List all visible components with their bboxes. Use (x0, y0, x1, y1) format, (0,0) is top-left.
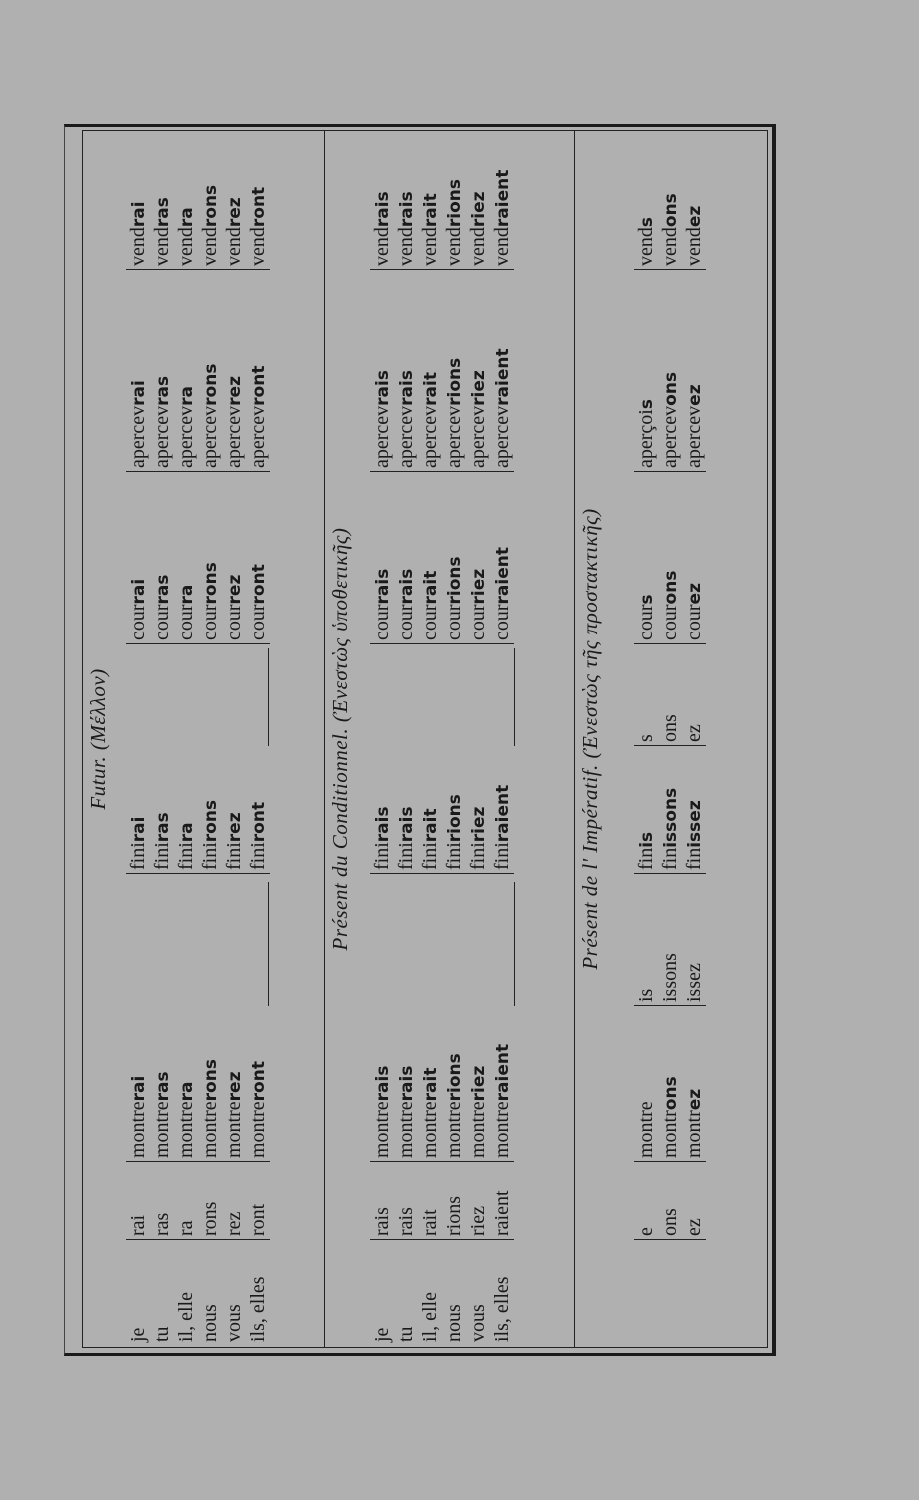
verb-stem: fini (467, 842, 489, 870)
verb-form (370, 348, 394, 468)
cell: nous (443, 1304, 465, 1342)
verb-form (246, 364, 270, 468)
verb-form (442, 1044, 466, 1158)
verb-ending: ront (249, 186, 269, 228)
verb-form (198, 1059, 222, 1158)
verb-ending: ons (661, 193, 681, 228)
verb-stem: vend (395, 227, 417, 266)
verb-stem: apercev (659, 405, 681, 468)
verb-stem: apercev (683, 405, 705, 468)
verb-form (682, 1076, 706, 1158)
verb-stem: apercev (247, 405, 269, 468)
verb-stem: apercev (443, 405, 465, 468)
verb-ending: rions (445, 794, 465, 843)
verb-ending: rons (201, 363, 221, 406)
verb-stem: vend (199, 227, 221, 266)
verb-form (466, 547, 490, 640)
cell: rons (199, 1201, 221, 1236)
imperatif-title: Présent de l' Impératif. (Ἐνεστὼς τῆς προστακτικῆς) (578, 508, 602, 970)
cell: ras (151, 1212, 173, 1236)
verb-ending: s (637, 216, 657, 228)
verb-stem: fin (683, 847, 705, 870)
verb-form (394, 1044, 418, 1158)
verb-stem: cour (395, 604, 417, 640)
verb-form (490, 785, 514, 870)
verb-ending: raient (493, 348, 513, 406)
verb-ending: ra (177, 584, 197, 605)
verb-ending: rais (397, 568, 417, 605)
conditionnel-apercevoir (370, 348, 514, 472)
imperatif-endings-ir (634, 953, 706, 1006)
verb-stem: apercev (223, 405, 245, 468)
verb-form (418, 348, 442, 468)
cell: ons (659, 1208, 681, 1236)
verb-stem: fini (199, 842, 221, 870)
futur-montrer (126, 1059, 270, 1162)
verb-ending: rons (201, 562, 221, 605)
futur-apercevoir (126, 364, 270, 472)
verb-form (198, 185, 222, 266)
verb-ending: rions (445, 178, 465, 228)
futur-section (82, 130, 282, 1348)
verb-stem: montre (223, 1101, 245, 1158)
verb-form (126, 185, 150, 266)
verb-form (634, 788, 658, 870)
verb-stem: aperçoi (635, 409, 657, 468)
cell: ez (683, 724, 705, 742)
verb-ending: rais (373, 568, 393, 605)
cell: rais (395, 1207, 417, 1236)
verb-form (394, 547, 418, 640)
verb-stem: cour (223, 604, 245, 640)
cell: s (635, 734, 657, 742)
imperatif-montrer (634, 1076, 706, 1162)
cell: ils, elles (247, 1276, 269, 1342)
verb-form (466, 1044, 490, 1158)
verb-form (682, 571, 706, 640)
verb-stem: apercev (491, 405, 513, 468)
verb-ending: ez (685, 1088, 705, 1111)
verb-ending: ons (661, 570, 681, 605)
verb-ending: ez (685, 384, 705, 406)
verb-form (682, 193, 706, 266)
verb-stem: vend (247, 227, 269, 266)
verb-form (246, 562, 270, 640)
imperatif-vendre (634, 193, 706, 270)
cell: raient (491, 1190, 513, 1236)
verb-ending: is (637, 831, 657, 848)
verb-form (418, 547, 442, 640)
verb-form (442, 547, 466, 640)
verb-form (126, 1059, 150, 1158)
verb-form (198, 364, 222, 468)
imperatif-endings-re (634, 714, 706, 746)
verb-stem: cour (443, 604, 465, 640)
verb-ending: ront (249, 1061, 269, 1102)
futur-courir (126, 562, 270, 644)
verb-stem: vend (683, 227, 705, 266)
verb-ending: ront (249, 564, 269, 605)
cell: issez (683, 963, 705, 1002)
verb-ending: rait (421, 808, 441, 843)
verb-stem: apercev (395, 405, 417, 468)
verb-form (222, 562, 246, 640)
verb-stem: vend (419, 227, 441, 266)
cell: e (635, 1227, 657, 1236)
verb-ending: s (637, 594, 657, 605)
verb-stem: montre (395, 1101, 417, 1158)
cell: issons (659, 953, 681, 1002)
verb-ending: ras (153, 375, 173, 406)
verb-ending: rai (129, 1075, 149, 1102)
verb-ending: rais (397, 370, 417, 406)
verb-form (394, 785, 418, 870)
verb-form (466, 785, 490, 870)
verb-stem: cour (199, 604, 221, 640)
verb-stem: vend (371, 227, 393, 266)
verb-stem: fin (635, 847, 657, 870)
verb-form (370, 1044, 394, 1158)
verb-form (442, 348, 466, 468)
futur-endings (126, 1202, 270, 1240)
verb-form (126, 364, 150, 468)
verb-ending: s (637, 399, 657, 410)
verb-ending: rait (421, 570, 441, 605)
verb-ending: rons (201, 1059, 221, 1102)
verb-form (490, 1044, 514, 1158)
cell: je (371, 1327, 393, 1342)
verb-stem: cour (635, 604, 657, 640)
verb-form (126, 562, 150, 640)
imperatif-apercevoir (634, 372, 706, 472)
verb-stem: cour (247, 604, 269, 640)
verb-ending: rais (373, 370, 393, 406)
verb-stem: montre (371, 1101, 393, 1158)
verb-form (442, 785, 466, 870)
verb-ending: rai (129, 201, 149, 228)
verb-stem: vend (635, 227, 657, 266)
verb-ending: ront (249, 801, 269, 843)
conditionnel-vendre (370, 170, 514, 270)
verb-form (198, 800, 222, 870)
cell: ons (659, 714, 681, 742)
cell: il, elle (175, 1292, 197, 1342)
verb-stem: vend (491, 227, 513, 266)
verb-form (442, 170, 466, 266)
verb-stem: cour (467, 604, 489, 640)
verb-form (490, 547, 514, 640)
cell: rai (127, 1214, 149, 1236)
verb-form (174, 185, 198, 266)
cell: is (635, 988, 657, 1002)
verb-form (370, 785, 394, 870)
verb-form (174, 562, 198, 640)
cell: tu (395, 1326, 417, 1342)
verb-form (222, 185, 246, 266)
verb-form (150, 364, 174, 468)
verb-stem: montre (467, 1101, 489, 1158)
conjugation-table (82, 130, 768, 1348)
futur-finir (126, 800, 270, 874)
verb-form (174, 364, 198, 468)
verb-stem: montre (491, 1101, 513, 1158)
verb-form (466, 348, 490, 468)
verb-form (150, 800, 174, 870)
verb-stem: apercev (199, 405, 221, 468)
verb-ending: rais (397, 191, 417, 228)
futur-title: Futur. (Μέλλον) (86, 668, 110, 810)
verb-form (658, 193, 682, 266)
verb-stem: fini (247, 842, 269, 870)
verb-stem: apercev (151, 405, 173, 468)
verb-form (174, 1059, 198, 1158)
imperatif-finir (634, 788, 706, 874)
verb-form (222, 800, 246, 870)
verb-form (394, 170, 418, 266)
verb-ending: rions (445, 556, 465, 605)
conditionnel-title: Présent du Conditionnel. (Ἐνεστὼς ὑποθετικῆς) (328, 527, 352, 951)
verb-ending: rais (373, 191, 393, 228)
verb-stem: apercev (419, 405, 441, 468)
verb-ending: rions (445, 357, 465, 406)
verb-stem: cour (491, 604, 513, 640)
verb-ending: riez (469, 191, 489, 228)
verb-ending: ras (153, 1071, 173, 1102)
verb-ending: rais (373, 806, 393, 843)
verb-stem: vend (443, 227, 465, 266)
verb-form (150, 185, 174, 266)
verb-stem: vend (223, 227, 245, 266)
cell: ils, elles (491, 1276, 513, 1342)
verb-form (682, 788, 706, 870)
verb-stem: fini (395, 842, 417, 870)
verb-stem: fini (175, 842, 197, 870)
verb-ending: raient (493, 1043, 513, 1102)
verb-form (222, 364, 246, 468)
verb-stem: cour (127, 604, 149, 640)
cell: rez (223, 1211, 245, 1236)
verb-ending: rai (129, 380, 149, 406)
cell: rions (443, 1196, 465, 1236)
cell: riez (467, 1206, 489, 1236)
verb-ending: rez (225, 812, 245, 843)
verb-ending: rait (421, 1067, 441, 1102)
verb-form (394, 348, 418, 468)
verb-stem: fini (127, 842, 149, 870)
verb-stem: apercev (127, 405, 149, 468)
verb-ending: ras (153, 812, 173, 843)
verb-ending: rait (421, 372, 441, 406)
verb-ending: raient (493, 169, 513, 228)
verb-stem: fini (151, 842, 173, 870)
verb-ending: rez (225, 197, 245, 228)
verb-stem: apercev (467, 405, 489, 468)
verb-stem: vend (175, 227, 197, 266)
conditionnel-finir (370, 785, 514, 874)
verb-stem: montre (247, 1101, 269, 1158)
imperatif-courir (634, 571, 706, 644)
verb-ending: rions (445, 1053, 465, 1102)
verb-form (222, 1059, 246, 1158)
conditionnel-endings (370, 1190, 514, 1240)
verb-stem: cour (371, 604, 393, 640)
verb-stem: cour (659, 604, 681, 640)
verb-ending: rez (225, 376, 245, 406)
verb-form (370, 170, 394, 266)
verb-form (174, 800, 198, 870)
verb-form (126, 800, 150, 870)
futur-blank-re (268, 648, 269, 746)
verb-ending: rez (225, 574, 245, 605)
verb-stem: montre (443, 1101, 465, 1158)
conditionnel-courir (370, 547, 514, 644)
verb-ending: ront (249, 365, 269, 406)
cell: nous (199, 1304, 221, 1342)
verb-stem: montr (659, 1110, 681, 1158)
verb-ending: rai (129, 816, 149, 843)
verb-form (682, 372, 706, 468)
conditionnel-blank-re (514, 648, 515, 746)
verb-form (658, 1076, 682, 1158)
imperatif-section (574, 130, 768, 1348)
verb-ending: raient (493, 547, 513, 605)
verb-ending: raient (493, 784, 513, 843)
verb-stem: cour (175, 604, 197, 640)
verb-stem: cour (151, 604, 173, 640)
verb-ending: rais (397, 1065, 417, 1102)
conditionnel-blank-ir (514, 882, 515, 1006)
verb-stem: cour (419, 604, 441, 640)
verb-stem: montre (175, 1101, 197, 1158)
verb-stem: vend (659, 227, 681, 266)
verb-ending: rons (201, 799, 221, 843)
verb-form (150, 1059, 174, 1158)
cell: ra (175, 1220, 197, 1236)
verb-ending: ra (177, 207, 197, 228)
conditionnel-montrer (370, 1044, 514, 1162)
verb-form (150, 562, 174, 640)
verb-ending: rais (373, 1065, 393, 1102)
conditionnel-pronouns (370, 1276, 514, 1342)
verb-form (658, 372, 682, 468)
verb-ending: rait (421, 193, 441, 228)
verb-ending: rons (201, 184, 221, 228)
verb-ending: ras (153, 197, 173, 228)
verb-form (418, 1044, 442, 1158)
verb-ending: riez (469, 568, 489, 605)
verb-stem: fini (491, 842, 513, 870)
verb-ending: ra (177, 1081, 197, 1102)
verb-stem: montre (127, 1101, 149, 1158)
verb-ending: ez (685, 205, 705, 228)
verb-stem: montre (199, 1101, 221, 1158)
cell: je (127, 1327, 149, 1342)
verb-ending: ra (177, 822, 197, 843)
futur-blank-ir (268, 882, 269, 1006)
verb-ending: riez (469, 1065, 489, 1102)
verb-ending: ez (685, 583, 705, 605)
cell: ez (683, 1218, 705, 1236)
verb-stem: montre (419, 1101, 441, 1158)
verb-form (370, 547, 394, 640)
cell: vous (223, 1304, 245, 1342)
verb-stem: fini (223, 842, 245, 870)
imperatif-endings-er (634, 1208, 706, 1240)
verb-form (634, 193, 658, 266)
verb-ending: riez (469, 806, 489, 843)
futur-vendre (126, 185, 270, 270)
verb-ending: issons (661, 787, 681, 848)
verb-form (246, 185, 270, 266)
verb-stem: montre (151, 1101, 173, 1158)
verb-form (634, 1076, 658, 1158)
verb-form (198, 562, 222, 640)
verb-stem: fini (443, 842, 465, 870)
verb-form (246, 1059, 270, 1158)
cell: il, elle (419, 1292, 441, 1342)
verb-stem: fini (419, 842, 441, 870)
verb-stem: fini (371, 842, 393, 870)
verb-ending: rais (397, 806, 417, 843)
verb-stem: apercev (371, 405, 393, 468)
cell: rais (371, 1207, 393, 1236)
verb-form (466, 170, 490, 266)
verb-form (246, 800, 270, 870)
verb-form (658, 571, 682, 640)
verb-stem: montre (635, 1101, 657, 1158)
verb-ending: riez (469, 370, 489, 406)
verb-ending: ras (153, 574, 173, 605)
verb-stem: fin (659, 847, 681, 870)
verb-stem: vend (151, 227, 173, 266)
verb-stem: vend (127, 227, 149, 266)
futur-pronouns (126, 1276, 270, 1342)
verb-stem: apercev (175, 405, 197, 468)
cell: vous (467, 1304, 489, 1342)
cell: ront (247, 1203, 269, 1236)
verb-ending: ons (661, 371, 681, 406)
cell: tu (151, 1326, 173, 1342)
verb-stem: montr (683, 1110, 705, 1158)
verb-ending: issez (685, 800, 705, 848)
verb-form (634, 571, 658, 640)
conditionnel-section (324, 130, 574, 1348)
verb-stem: vend (467, 227, 489, 266)
verb-form (634, 372, 658, 468)
verb-form (658, 788, 682, 870)
verb-form (418, 170, 442, 266)
verb-ending: rai (129, 578, 149, 605)
cell: rait (419, 1209, 441, 1236)
verb-ending: ons (661, 1076, 681, 1111)
verb-ending: ra (177, 385, 197, 406)
verb-form (490, 170, 514, 266)
verb-form (490, 348, 514, 468)
verb-form (418, 785, 442, 870)
verb-stem: cour (683, 604, 705, 640)
verb-ending: rez (225, 1071, 245, 1102)
